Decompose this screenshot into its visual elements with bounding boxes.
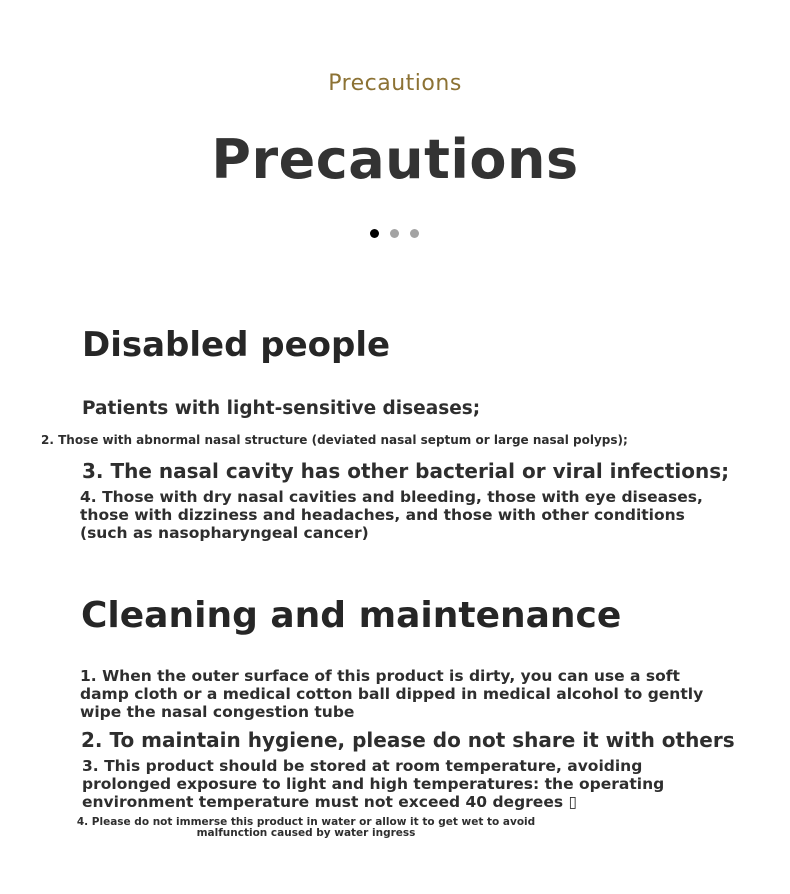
- cleaning-item-4: 4. Please do not immerse this product in water or allow it to get wet to avoid malfunction caused by water ingress: [76, 816, 536, 839]
- cleaning-item-2: 2. To maintain hygiene, please do not share it with others: [81, 728, 735, 752]
- carousel-dot-2[interactable]: [390, 229, 399, 238]
- disabled-item-3: 3. The nasal cavity has other bacterial or viral infections;: [82, 459, 730, 483]
- disabled-item-2: 2. Those with abnormal nasal structure (deviated nasal septum or large nasal polyps);: [41, 433, 628, 447]
- carousel-pagination: [370, 229, 419, 238]
- carousel-dot-3[interactable]: [410, 229, 419, 238]
- carousel-dot-1[interactable]: [370, 229, 379, 238]
- cleaning-item-3: 3. This product should be stored at room temperature, avoiding prolonged exposure to light and high temperatures: the operating environment temperature must not exceed 40 degrees ▯: [82, 757, 665, 811]
- cleaning-heading: Cleaning and maintenance: [81, 595, 622, 636]
- section-eyebrow: Precautions: [328, 71, 462, 96]
- disabled-people-heading: Disabled people: [82, 325, 391, 365]
- disabled-item-1: Patients with light-sensitive diseases;: [82, 398, 481, 419]
- page-title: Precautions: [211, 128, 579, 191]
- disabled-item-4: 4. Those with dry nasal cavities and bleeding, those with eye diseases, those with dizziness and headaches, and those with other conditions (such as nasopharyngeal cancer): [80, 488, 703, 542]
- cleaning-item-1: 1. When the outer surface of this product is dirty, you can use a soft damp cloth or a medical cotton ball dipped in medical alcohol to gently wipe the nasal congestion tube: [80, 667, 704, 721]
